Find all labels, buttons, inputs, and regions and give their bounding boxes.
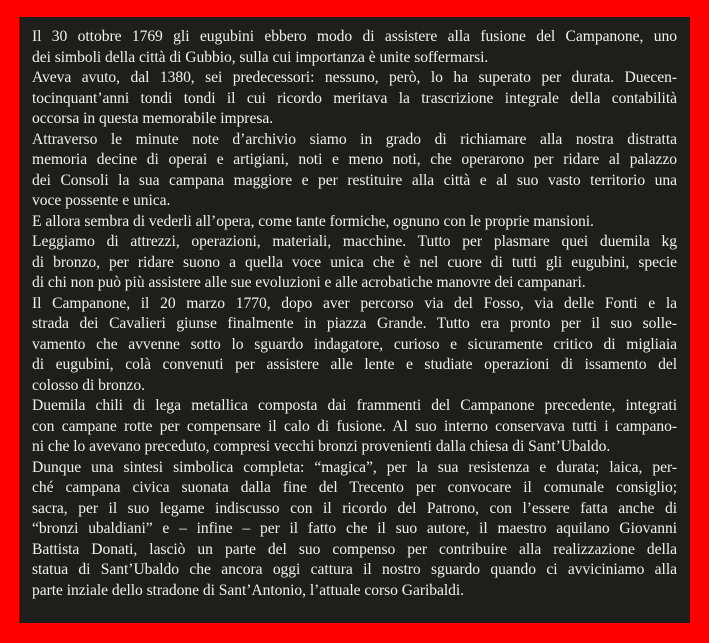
text-line: strada dei Cavalieri giunse finalmente in piazza Grande. Tutto era pronto per il suo solle-: [32, 315, 677, 332]
text-line: Battista Donati, lasciò un parte del suo compenso per contribuire alla realizzazione della: [32, 540, 677, 558]
text-line: Dunque una sintesi simbolica completa: “magica”, per la sua resistenza e durata; laica, per-: [32, 458, 677, 476]
text-line: voce possente e unica.: [32, 192, 171, 209]
text-line: Duemila chili di lega metallica composta dai frammenti del Campanone precedente, integrati: [32, 397, 677, 414]
text-line: di chi non può più assistere alle sue evoluzioni e alle acrobatiche manovre dei campanari.: [32, 274, 586, 291]
paragraph: [32, 68, 677, 130]
text-line: memoria decine di operai e artigiani, noti e meno noti, che operarono per ridare al palazzo: [32, 151, 677, 168]
text-line: parte inziale dello stradone di Sant’Antonio, l’attuale corso Garibaldi.: [32, 581, 465, 599]
text-line: sacra, per il suo legame indiscusso con il ricordo del Patrono, con l’essere fatta anche di: [32, 499, 677, 517]
paragraph: [32, 396, 677, 458]
paragraph: [32, 232, 677, 294]
text-line: tocinquant’anni tondi tondi il cui ricordo meritava la trascrizione integrale della contabilità: [32, 89, 677, 107]
text-line: Il Campanone, il 20 marzo 1770, dopo aver percorso via del Fosso, via delle Fonti e la: [32, 294, 677, 312]
text-line: Leggiamo di attrezzi, operazioni, materiali, macchine. Tutto per plasmare quei duemila kg: [32, 233, 677, 250]
text-line: Il 30 ottobre 1769 gli eugubini ebbero modo di assistere alla fusione del Campanone, uno: [32, 28, 677, 45]
text-line: occorsa in questa memorabile impresa.: [32, 110, 274, 127]
text-line: dei Consoli la sua campana maggiore e per restituire alla città e al suo vasto territorio una: [32, 171, 677, 189]
paragraph: [32, 294, 677, 397]
paragraph: [32, 27, 677, 68]
paragraph: [32, 458, 677, 602]
text-line: E allora sembra di vederli all’opera, come tante formiche, ognuno con le proprie mansioni.: [32, 212, 594, 230]
paragraph: [32, 212, 677, 233]
text-panel: [19, 17, 690, 623]
text-line: con campane rotte per compensare il calo di fusione. Al suo interno conservava tutti i campano-: [32, 417, 677, 435]
text-line: ni che lo avevano preceduto, compresi vecchi bronzi provenienti dalla chiesa di Sant’Ubaldo.: [32, 438, 611, 455]
paragraph: [32, 130, 677, 212]
text-line: statua di Sant’Ubaldo che ancora oggi cattura il nostro sguardo quando ci avviciniamo alla: [32, 561, 677, 578]
text-line: di bronzo, per ridare suono a quella voce unica che è nel cuore di tutti gli eugubini, specie: [32, 253, 677, 271]
text-line: Aveva avuto, dal 1380, sei predecessori: nessuno, però, lo ha superato per durata. Duecen-: [32, 69, 677, 86]
text-line: vamento che avvenne sotto lo sguardo indagatore, curioso e sicuramente critico di migliaia: [32, 335, 677, 353]
text-line: dei simboli della città di Gubbio, sulla cui importanza è unite soffermarsi.: [32, 48, 489, 66]
text-line: di eugubini, colà convenuti per assistere alle lente e studiate operazioni di issamento del: [32, 356, 677, 373]
text-line: colosso di bronzo.: [32, 376, 146, 394]
text-line: ché campana civica suonata dalla fine del Trecento per convocare il comunale consiglio;: [32, 479, 677, 496]
text-line: “bronzi ubaldiani” e – infine – per il fatto che il suo autore, il maestro aquilano Giovanni: [32, 520, 677, 537]
text-line: Attraverso le minute note d’archivio siamo in grado di richiamare alla nostra distratta: [32, 130, 677, 148]
